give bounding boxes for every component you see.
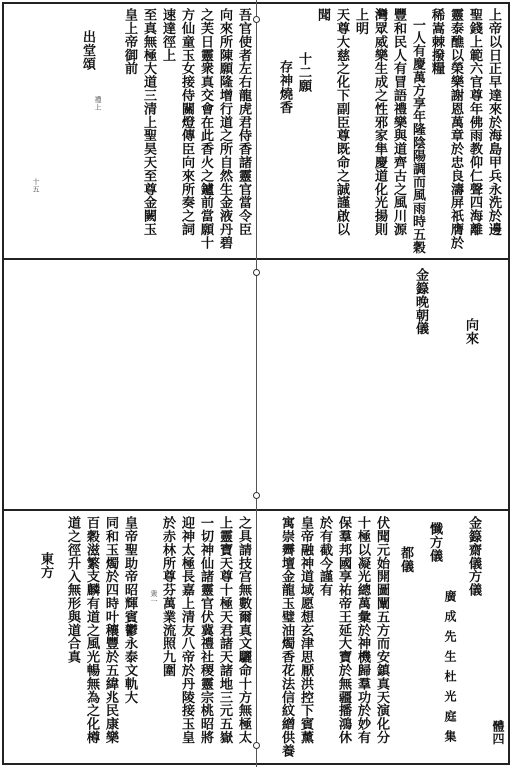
text-column: 之芙日靈衆真交會在此香火之鑪前當願十 xyxy=(198,8,213,250)
text-column: 百穀滋繁支麟有道之風光暢無為之化樽 xyxy=(84,516,99,744)
text-column: 天尊大慈之化下副臣尊既命之誠謹啟以 xyxy=(334,8,349,236)
text-column: 金籙晚朝儀 xyxy=(413,268,428,335)
text-column: 至真無極大道三清上聖昊天至尊金闕玉 xyxy=(141,8,156,236)
text-column: 伏聞元始開圖闡五方而安鎮真天演化分 xyxy=(374,516,389,744)
text-column: 豐和民人有冒語禮樂與道齊古之風川源 xyxy=(391,8,406,236)
text-column: 東方 xyxy=(38,552,53,579)
text-column: 一人有慶萬方享年隆陰陽調而風雨時五穀 xyxy=(410,18,425,254)
small-note: 衆一 xyxy=(150,590,158,605)
small-note: 十五 xyxy=(32,178,40,193)
text-column: 同和玉燭於四時叶穰豐於五緯兆民康樂 xyxy=(103,516,118,744)
text-column: 上帝以日正早達來於海島甲兵永洗於邊 xyxy=(486,8,501,236)
binding-hole xyxy=(253,492,260,499)
small-note: 禮上 xyxy=(94,96,102,111)
text-column: 吾官使者左右龍虎君侍香諸靈官當令臣 xyxy=(236,8,251,236)
text-column: 出堂頌 xyxy=(80,30,95,71)
text-column: 上靈寶天尊十極天君諸天諸地三元五嶽 xyxy=(217,516,232,744)
text-column: 向來 xyxy=(463,318,478,345)
text-column: 皇帝聖助帝昭輝賓鬱永泰文軌大 xyxy=(122,516,137,704)
binding-hole xyxy=(253,16,260,23)
text-column: 皇上帝御前 xyxy=(122,8,137,75)
document-title: 金籙齋儀方儀 xyxy=(466,516,481,597)
text-column: 稀嵩棘撥糧 xyxy=(429,8,444,75)
text-column: 速達徑上 xyxy=(160,8,175,62)
binding-hole xyxy=(253,742,260,749)
text-column: 方仙童玉女接侍關燈傳臣向來所奏之詞 xyxy=(179,8,194,236)
text-column: 保羣邦國享祐帝王延大寶於無疆播鴻休 xyxy=(336,516,351,744)
text-column: 於赤林所尊芬萬業流照九圍 xyxy=(160,516,175,677)
author-line: 廣成先生杜光庭集 xyxy=(443,590,457,750)
section-heading: 十二願 xyxy=(296,52,311,93)
fold-line xyxy=(256,0,257,767)
sub-heading: 存神燒香 xyxy=(277,60,292,114)
text-column: 聞 xyxy=(315,8,330,22)
text-column: 十極以凝光總萬彙於神機歸羣功於妙有 xyxy=(355,516,370,744)
text-column: 於有截今謹有 xyxy=(317,516,332,597)
binding-hole xyxy=(253,269,260,276)
text-column: 迎神太極長嘉上清友八帝於丹陵接玉皇 xyxy=(179,516,194,744)
text-column: 聖錢上範六官尊年佛雨教仰仁聲四海離 xyxy=(467,8,482,236)
text-column: 一切神仙諸靈官伏冀禮社稷靈宗桃昭將 xyxy=(198,516,213,744)
text-column: 向來所陳願隆增行道之所自然生金液丹碧 xyxy=(217,8,232,250)
text-column: 上明 xyxy=(353,8,368,35)
text-column: 灣眾威樂生成之性邪家隼慶道化光揚則 xyxy=(372,8,387,236)
volume-label: 體四 xyxy=(491,720,505,745)
section-heading: 懺方儀 xyxy=(427,522,442,563)
text-column: 道之徑升入無形與道合真 xyxy=(65,516,80,664)
text-column: 皇帝融神道域愿想玄津思厭洪控下賓薰 xyxy=(298,516,313,744)
sub-heading: 都儀 xyxy=(398,546,413,573)
text-column: 之具請技宫無數爾真文驪命十方無極太 xyxy=(236,516,251,744)
text-column: 靈泰醮以榮樂謝恩萬章於忠良濤屏祇膺於 xyxy=(448,8,463,250)
text-column: 寓崇霽壇金龍玉璧油燭香花法信紋繒供養 xyxy=(279,516,294,758)
